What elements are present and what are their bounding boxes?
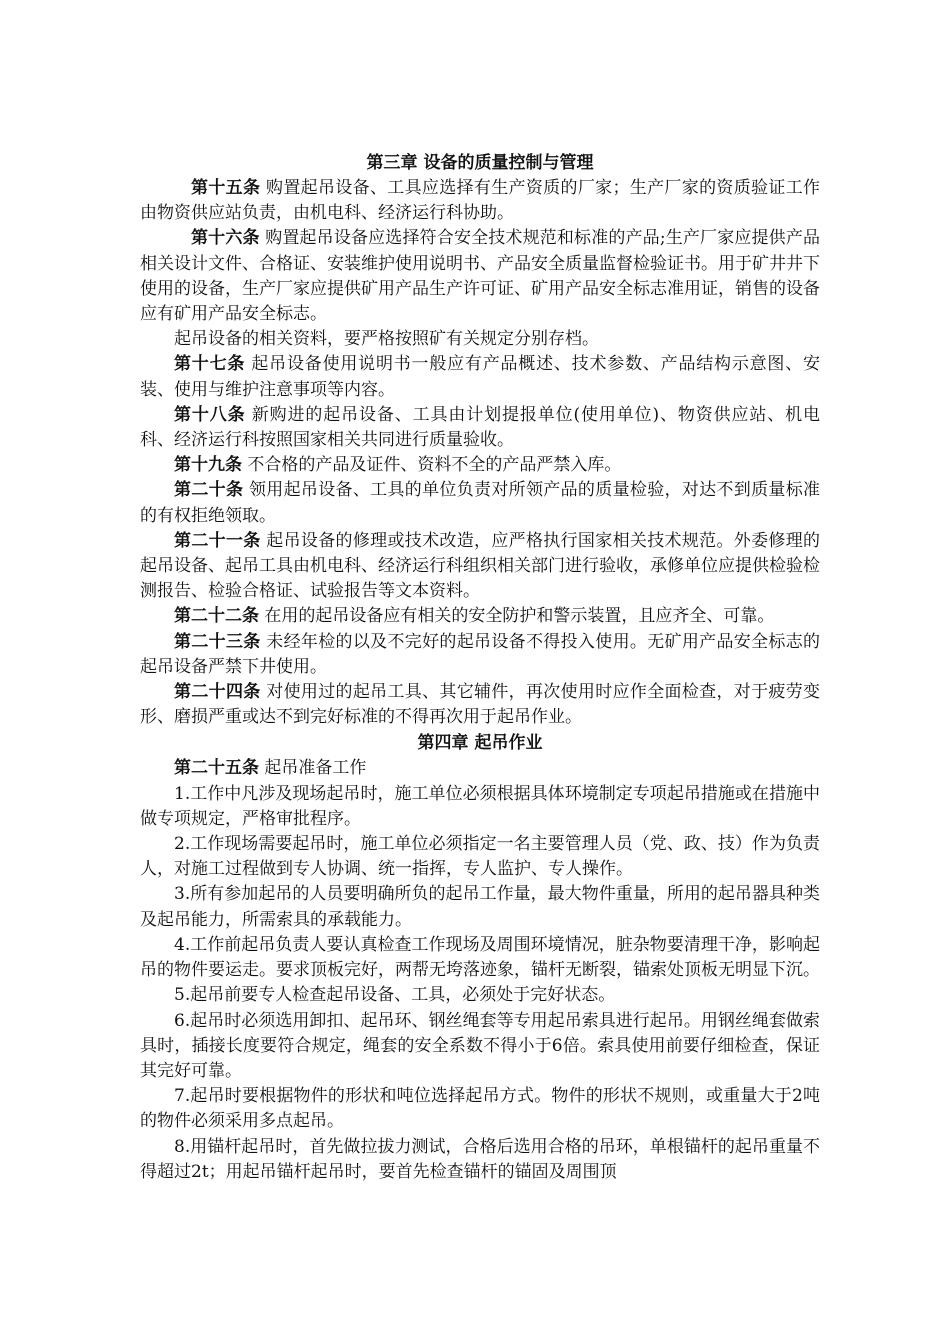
article-23 [140,630,820,680]
list-item: 4.工作前起吊负责人要认真检查工作现场及周围环境情况，脏杂物要清理干净，影响起吊的物件要运走。要求顶板完好，两帮无垮落迹象，锚杆无断裂，锚索处顶板无明显下沉。 [140,934,820,981]
article-21 [140,529,820,605]
article-24 [140,680,820,730]
chapter3-title: 第三章 设备的质量控制与管理 [366,153,594,173]
article-22 [140,604,820,629]
article-text: 新购进的起吊设备、工具由计划提报单位(使用单位)、物资供应站、机电科、经济运行科按照国家相关共同进行质量验收。 [140,404,821,451]
list-item: 5.起吊前要专人检查起吊设备、工具，必须处于完好状态。 [174,985,616,1006]
list-item: 2.工作现场需要起吊时，施工单位必须指定一名主要管理人员（党、政、技）作为负责人，对施工过程做到专人协调、统一指挥，专人监护、专人操作。 [140,834,820,880]
article-19 [140,453,820,478]
article-text: 不合格的产品及证件、资料不全的产品严禁入库。 [247,455,622,476]
article-text: 起吊设备的修理或技术改造，应严格执行国家相关技术规范。外委修理的起吊设备、起吊工具由机电科、经济运行科组织相关部门进行验收，承修单位应提供检验检测报告、检验合格证、试验报告等文本资料。 [140,530,821,602]
article-number: 第十七条 [174,354,246,375]
article-text: 领用起吊设备、工具的单位负责对所领产品的质量检验，对达不到质量标准的有权拒绝领取。 [140,480,821,526]
article-16-note [140,327,820,352]
article-number: 第二十条 [174,480,244,501]
article-number: 第十八条 [174,404,246,425]
article-number: 第二十五条 [174,758,259,779]
article-text: 起吊准备工作 [264,758,367,779]
article-text: 未经年检的以及不完好的起吊设备不得投入使用。无矿用产品安全标志的起吊设备严禁下井使用。 [140,631,821,677]
article-16 [140,226,820,327]
article-text: 购置起吊设备、工具应选择有生产资质的厂家；生产厂家的资质验证工作由物资供应站负责，由机电科、经济运行科协助。 [140,178,821,224]
chapter4-title: 第四章 起吊作业 [417,733,543,754]
article-text: 在用的起吊设备应有相关的安全防护和警示装置，且应齐全、可靠。 [264,606,775,627]
list-item: 7.起吊时要根据物件的形状和吨位选择起吊方式。物件的形状不规则，或重量大于2吨的物件必须采用多点起吊。 [140,1086,820,1132]
article-20 [140,478,820,528]
article-text: 起吊设备使用说明书一般应有产品概述、技术参数、产品结构示意图、安装、使用与维护注意事项等内容。 [140,354,821,400]
list-item: 8.用锚杆起吊时，首先做拉拔力测试，合格后选用合格的吊环，单根锚杆的起吊重量不得超过2t；用起吊锚杆起吊时，要首先检查锚杆的锚固及周围顶 [140,1136,820,1182]
article-text: 对使用过的起吊工具、其它辅件，再次使用时应作全面检查，对于疲劳变形、磨损严重或达不到完好标准的不得再次用于起吊作业。 [140,682,821,728]
article-number: 第二十二条 [174,606,259,627]
article-17 [140,352,820,402]
list-item: 6.起吊时必须选用卸扣、起吊环、钢丝绳套等专用起吊索具进行起吊。用钢丝绳套做索具时，插接长度要符合规定，绳套的安全系数不得小于6倍。索具使用前要仔细检查，保证其完好可靠。 [140,1010,820,1081]
article-number: 第二十一条 [174,530,261,551]
article-15 [140,176,820,226]
list-item: 1.工作中凡涉及现场起吊时，施工单位必须根据具体环境制定专项起吊措施或在措施中做专项规定，严格审批程序。 [140,783,820,829]
article-text: 购置起吊设备应选择符合安全技术规范和标准的产品;生产厂家应提供产品相关设计文件、合格证、安装维护使用说明书、产品安全质量监督检验证书。用于矿井井下使用的设备，生产厂家应提供矿用产品生产许可证、矿用产品安全标志准用证，销售的设备应有矿用产品安全标志。 [140,228,820,325]
article-number: 第十六条 [191,228,260,249]
article-number: 第二十三条 [174,631,261,652]
article-text: 起吊设备的相关资料，要严格按照矿有关规定分别存档。 [174,329,599,350]
article-25 [140,756,820,781]
document-page [140,150,820,1185]
article-number: 第二十四条 [174,682,261,703]
article-18 [140,403,820,453]
article-number: 第十五条 [191,178,261,198]
article-number: 第十九条 [174,455,242,476]
list-item: 3.所有参加起吊的人员要明确所负的起吊工作量，最大物件重量，所用的起吊器具种类及起吊能力，所需索具的承载能力。 [140,884,820,930]
